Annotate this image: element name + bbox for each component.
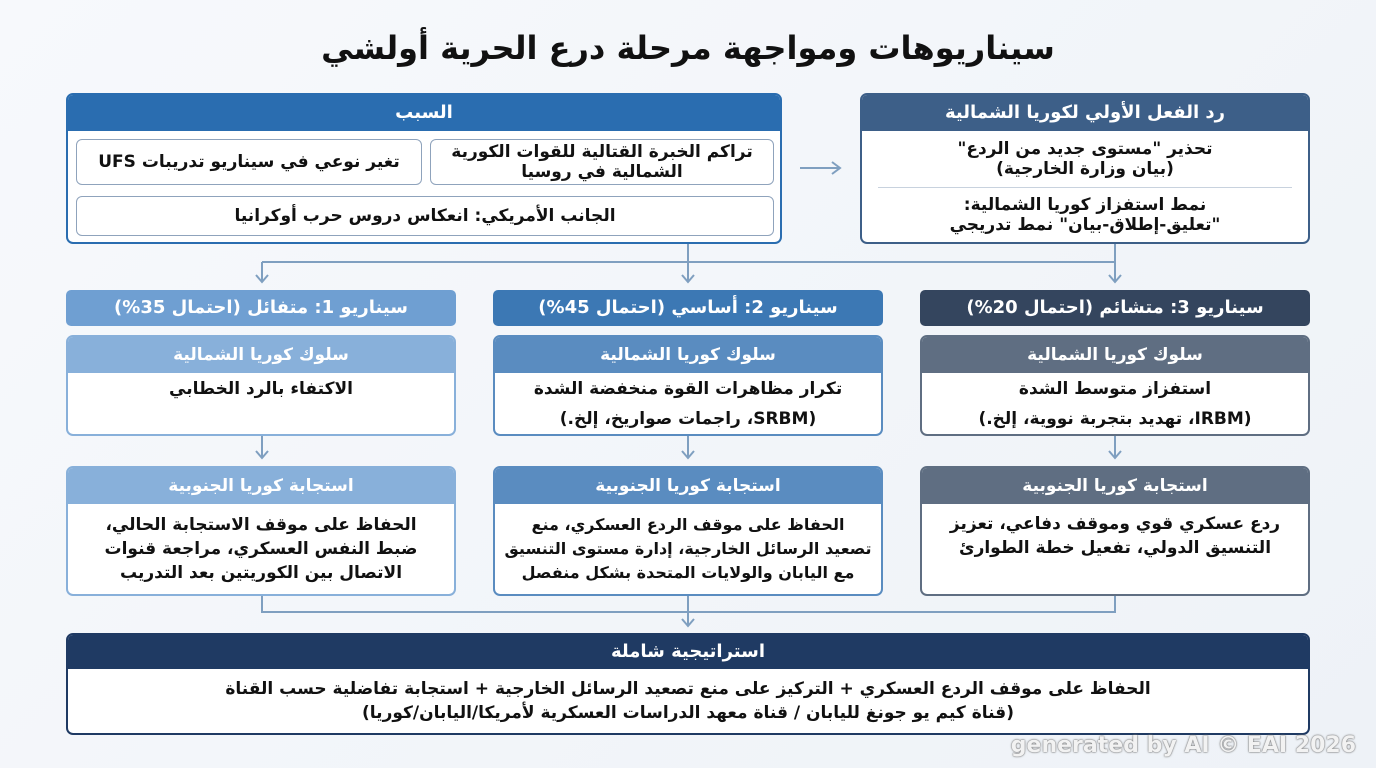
scenario2-nk-body: تكرار مظاهرات القوة منخفضة الشدة (SRBM، راجمات صواريخ، إلخ.) <box>533 378 843 429</box>
scenario2-title: سيناريو 2: أساسي (احتمال 45%) <box>493 290 883 326</box>
cause-item-ufs-change: تغير نوعي في سيناريو تدريبات UFS <box>76 139 422 185</box>
cause-box <box>66 93 782 244</box>
watermark: generated by AI © EAI 2026 <box>1010 733 1356 758</box>
cause-to-reaction-arrow <box>800 162 840 174</box>
scenario2-nk-header: سلوك كوريا الشمالية <box>495 337 881 373</box>
arrow-s3-nk-sk <box>1109 436 1121 458</box>
scenario1-title: سيناريو 1: متفائل (احتمال 35%) <box>66 290 456 326</box>
arrow-s1-nk-sk <box>256 436 268 458</box>
scenario3-sk-body: ردع عسكري قوي وموقف دفاعي، تعزيز التنسيق الدولي، تفعيل خطة الطوارئ <box>949 514 1281 558</box>
cause-item-us-lessons: الجانب الأمريكي: انعكاس دروس حرب أوكرانيا <box>76 196 774 236</box>
arrow-to-scenario2 <box>682 262 694 282</box>
page-title: سيناريوهات ومواجهة مرحلة درع الحرية أولشي <box>321 29 1055 67</box>
scenario1-nk-header: سلوك كوريا الشمالية <box>68 337 454 373</box>
strategy-body: الحفاظ على موقف الردع العسكري + التركيز على منع تصعيد الرسائل الخارجية + استجابة تفاضلية حسب القناة (قناة كيم يو جونغ لليابان / قناة معهد الدراسات العسكرية لأمريكا/اليابان/كوريا) <box>225 679 1151 723</box>
scenario1-sk-response-card <box>66 466 456 596</box>
arrow-to-scenario3 <box>1109 262 1121 282</box>
merge-line <box>262 596 1115 626</box>
initial-reaction-header: رد الفعل الأولي لكوريا الشمالية <box>862 95 1308 131</box>
scenario2-nk-behavior-card <box>493 335 883 436</box>
strategy-box <box>66 633 1310 735</box>
strategy-header: استراتيجية شاملة <box>68 635 1308 669</box>
arrow-s2-nk-sk <box>682 436 694 458</box>
scenario1-sk-body: الحفاظ على موقف الاستجابة الحالي، ضبط النفس العسكري، مراجعة قنوات الاتصال بين الكوريتين بعد التدريب <box>104 515 418 583</box>
scenario2-sk-header: استجابة كوريا الجنوبية <box>495 468 881 504</box>
scenario3-sk-response-card <box>920 466 1310 596</box>
scenario3-nk-behavior-card <box>920 335 1310 436</box>
scenario1-nk-behavior-card <box>66 335 456 436</box>
arrow-to-scenario1 <box>256 262 268 282</box>
scenario3-nk-header: سلوك كوريا الشمالية <box>922 337 1308 373</box>
scenario3-title: سيناريو 3: متشائم (احتمال 20%) <box>920 290 1310 326</box>
scenario1-nk-body: الاكتفاء بالرد الخطابي <box>169 379 353 399</box>
cause-item-combat-experience: تراكم الخبرة القتالية للقوات الكورية الشمالية في روسيا <box>430 139 774 185</box>
initial-reaction-box <box>860 93 1310 244</box>
cause-header: السبب <box>68 95 780 131</box>
initial-reaction-warning: تحذير "مستوى جديد من الردع" (بيان وزارة الخارجية) <box>957 139 1213 179</box>
scenario3-nk-body: استفزاز متوسط الشدة (IRBM، تهديد بتجربة نووية، إلخ.) <box>978 378 1252 429</box>
scenario2-sk-response-card <box>493 466 883 596</box>
scenario2-sk-body: الحفاظ على موقف الردع العسكري، منع تصعيد الرسائل الخارجية، إدارة مستوى التنسيق مع اليابان والولايات المتحدة بشكل منفصل <box>504 515 872 582</box>
initial-reaction-pattern: نمط استفزاز كوريا الشمالية: "تعليق-إطلاق-بيان" نمط تدريجي <box>949 195 1221 235</box>
scenario3-sk-header: استجابة كوريا الجنوبية <box>922 468 1308 504</box>
initial-reaction-divider <box>878 187 1292 188</box>
branch-line <box>262 244 1115 262</box>
scenario1-sk-header: استجابة كوريا الجنوبية <box>68 468 454 504</box>
